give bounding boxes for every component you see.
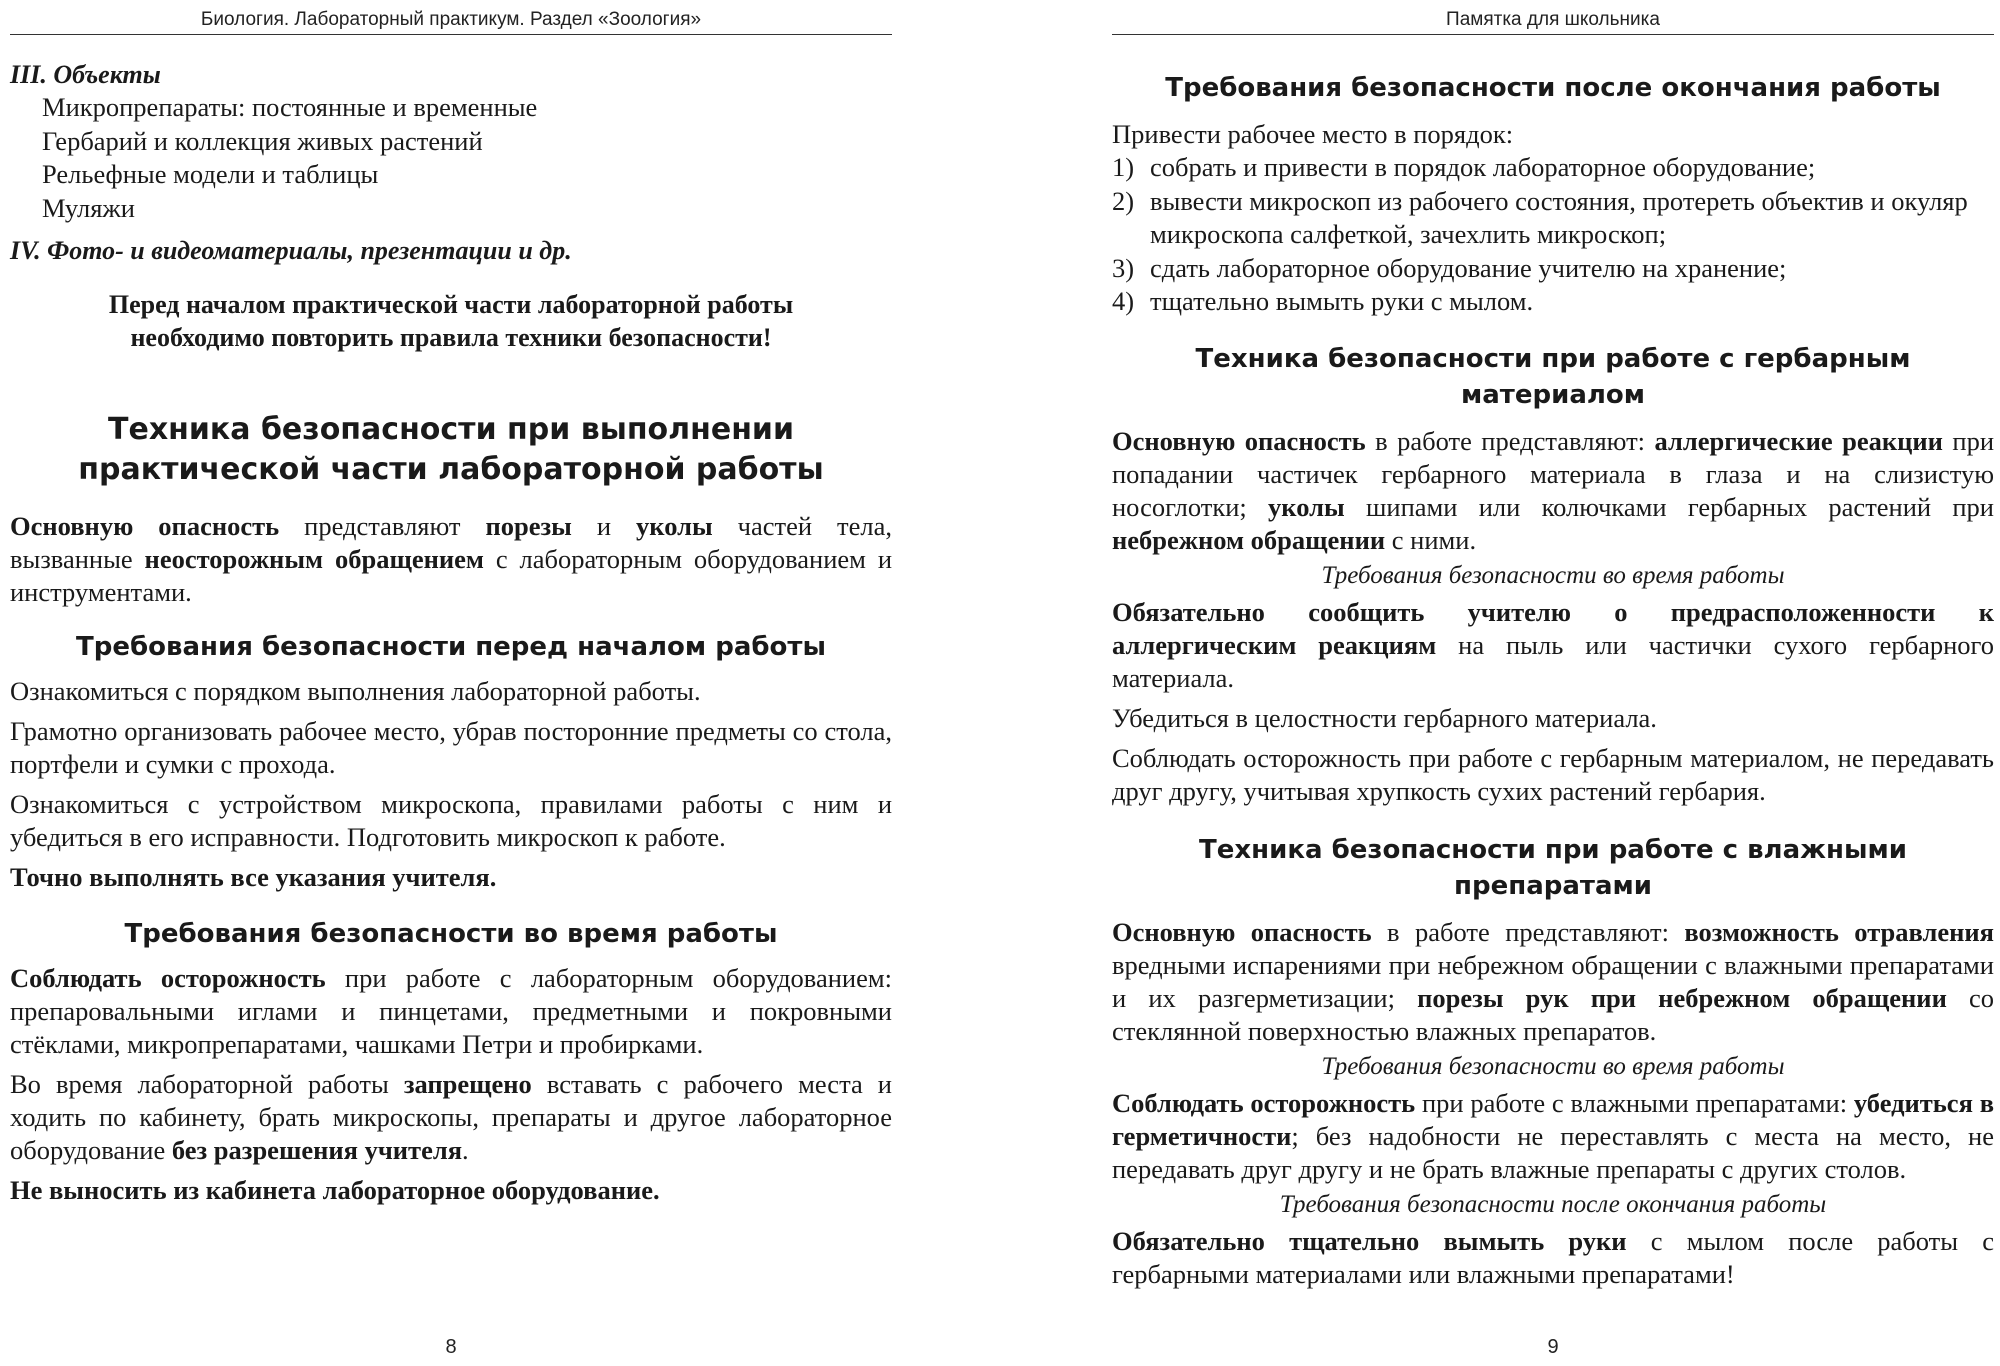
bold-text: запрещено bbox=[403, 1069, 532, 1099]
paragraph: Убедиться в целостности гербарного материала. bbox=[1112, 702, 1657, 733]
section-caption: Требования безопасности во время работы bbox=[1321, 1052, 1785, 1080]
paragraph: Грамотно организовать рабочее место, убрав посторонние предметы со стола, портфели и сумки с прохода. bbox=[10, 716, 892, 779]
bold-text: убедиться в герметичности bbox=[1112, 1087, 1995, 1151]
herbarium-heading: Техника безопасности при работе с гербарным материалом bbox=[1195, 343, 1911, 410]
main-heading bbox=[10, 410, 892, 490]
paragraph: Обязательно тщательно вымыть руки с мылом после работы с гербарными материалами или влажными препаратами! bbox=[1112, 1225, 1994, 1289]
running-head: Памятка для школьника bbox=[1112, 6, 1994, 35]
paragraph: Соблюдать осторожность при работе с гербарным материалом, не передавать друг другу, учитывая хрупкость сухих растений гербария. bbox=[1112, 742, 1994, 806]
callout-line: необходимо повторить правила техники безопасности! bbox=[130, 323, 772, 352]
list-item: 2) вывести микроскоп из рабочего состояния, протереть объектив и окуляр микроскопа салфеткой, зачехлить микроскоп; bbox=[1112, 185, 1968, 249]
bold-text: аллергические реакции bbox=[1654, 425, 1943, 456]
page-number: 9 bbox=[1547, 1336, 1559, 1358]
main-heading-line: Техника безопасности при выполнении bbox=[108, 412, 794, 447]
bold-text: Обязательно сообщить учителю о предрасположенности к аллергическим реакциям bbox=[1112, 596, 1994, 660]
after-work-heading: Требования безопасности после окончания работы bbox=[1165, 73, 1941, 103]
bold-text: порезы bbox=[485, 511, 572, 541]
objects-item: Муляжи bbox=[42, 192, 135, 223]
paragraph: Соблюдать осторожность при работе с влажными препаратами: убедиться в герметичности; без надобности не переставлять с места на место, не передавать друг другу и не брать влажные препараты с других столов. bbox=[1112, 1087, 1995, 1184]
paragraph: Основную опасность в работе представляют: аллергические реакции при попадании частичек гербарного материала в глаза и на слизистую носоглотки; уколы шипами или колючками гербарных растений при небрежном обращении с ними. bbox=[1112, 425, 1995, 555]
page-number: 8 bbox=[445, 1336, 457, 1358]
before-work-heading: Требования безопасности перед началом работы bbox=[76, 632, 826, 662]
paragraph: Ознакомиться с устройством микроскопа, правилами работы с ним и убедиться в его исправности. Подготовить микроскоп к работе. bbox=[10, 789, 892, 852]
right-page bbox=[1112, 0, 1994, 1366]
running-head: Биология. Лабораторный практикум. Раздел «Зоология» bbox=[10, 6, 892, 35]
main-heading-line: практической части лабораторной работы bbox=[78, 452, 824, 487]
bold-text: уколы bbox=[1268, 491, 1345, 522]
list-item: 1) собрать и привести в порядок лабораторное оборудование; bbox=[1112, 152, 1816, 182]
bold-text: неосторожным обращением bbox=[144, 544, 484, 574]
paragraph-bold: Не выносить из кабинета лабораторное оборудование. bbox=[10, 1175, 660, 1205]
list-item: 4) тщательно вымыть руки с мылом. bbox=[1112, 286, 1534, 316]
left-page-content bbox=[10, 58, 892, 1207]
objects-item: Рельефные модели и таблицы bbox=[42, 159, 379, 189]
bold-text: Соблюдать осторожность bbox=[10, 963, 326, 993]
objects-item: Микропрепараты: постоянные и временные bbox=[42, 92, 538, 122]
media-heading: IV. Фото- и видеоматериалы, презентации и др. bbox=[10, 236, 572, 265]
bold-text: Основную опасность bbox=[1112, 916, 1372, 947]
right-page-content bbox=[1112, 70, 1994, 1291]
bold-text: возможность отравления bbox=[1684, 916, 1994, 947]
objects-heading: III. Объекты bbox=[10, 60, 161, 89]
bold-text: порезы рук при небрежном обращении bbox=[1417, 982, 1947, 1013]
bold-text: Обязательно тщательно вымыть руки bbox=[1112, 1225, 1627, 1256]
after-work-list bbox=[1112, 151, 1994, 319]
during-work-heading: Требования безопасности во время работы bbox=[124, 919, 778, 949]
objects-list bbox=[10, 91, 892, 225]
bold-text: без разрешения учителя bbox=[171, 1135, 463, 1165]
safety-callout bbox=[10, 288, 892, 354]
list-item: 3) сдать лабораторное оборудование учителю на хранение; bbox=[1112, 252, 1787, 283]
bold-text: Соблюдать осторожность bbox=[1112, 1087, 1416, 1118]
intro-paragraph: Основную опасность представляют порезы и уколы частей тела, вызванные неосторожным обращением с лабораторным оборудованием и инструментами. bbox=[10, 511, 893, 607]
left-page bbox=[10, 0, 892, 1366]
paragraph: Основную опасность в работе представляют: возможность отравления вредными испарениями при небрежном обращении с влажными препаратами и их разгерметизации; порезы рук при небрежном обращении со стеклянной поверхностью влажных препаратов. bbox=[1112, 916, 1995, 1046]
bold-text: уколы bbox=[636, 511, 713, 541]
bold-text: Основную опасность bbox=[10, 511, 280, 541]
wet-specimens-heading: Техника безопасности при работе с влажными препаратами bbox=[1199, 834, 1907, 901]
paragraph-bold: Точно выполнять все указания учителя. bbox=[10, 862, 497, 892]
paragraph: Ознакомиться с порядком выполнения лабораторной работы. bbox=[10, 676, 701, 706]
bold-text: Основную опасность bbox=[1112, 425, 1366, 456]
paragraph: Привести рабочее место в порядок: bbox=[1112, 119, 1514, 149]
paragraph: Обязательно сообщить учителю о предрасположенности к аллергическим реакциям на пыль или частички сухого гербарного материала. bbox=[1112, 596, 1995, 693]
paragraph: Во время лабораторной работы запрещено вставать с рабочего места и ходить по кабинету, брать микроскопы, препараты и другое лабораторное оборудование без разрешения учителя. bbox=[10, 1069, 892, 1165]
objects-item: Гербарий и коллекция живых растений bbox=[42, 125, 483, 156]
bold-text: небрежном обращении bbox=[1112, 524, 1386, 555]
callout-line: Перед началом практической части лабораторной работы bbox=[108, 290, 794, 319]
section-caption: Требования безопасности после окончания работы bbox=[1279, 1190, 1827, 1218]
paragraph: Соблюдать осторожность при работе с лабораторным оборудованием: препаровальными иглами и пинцетами, предметными и покровными стёклами, микропрепаратами, чашками Петри и пробирками. bbox=[10, 963, 892, 1059]
section-caption: Требования безопасности во время работы bbox=[1321, 561, 1785, 589]
